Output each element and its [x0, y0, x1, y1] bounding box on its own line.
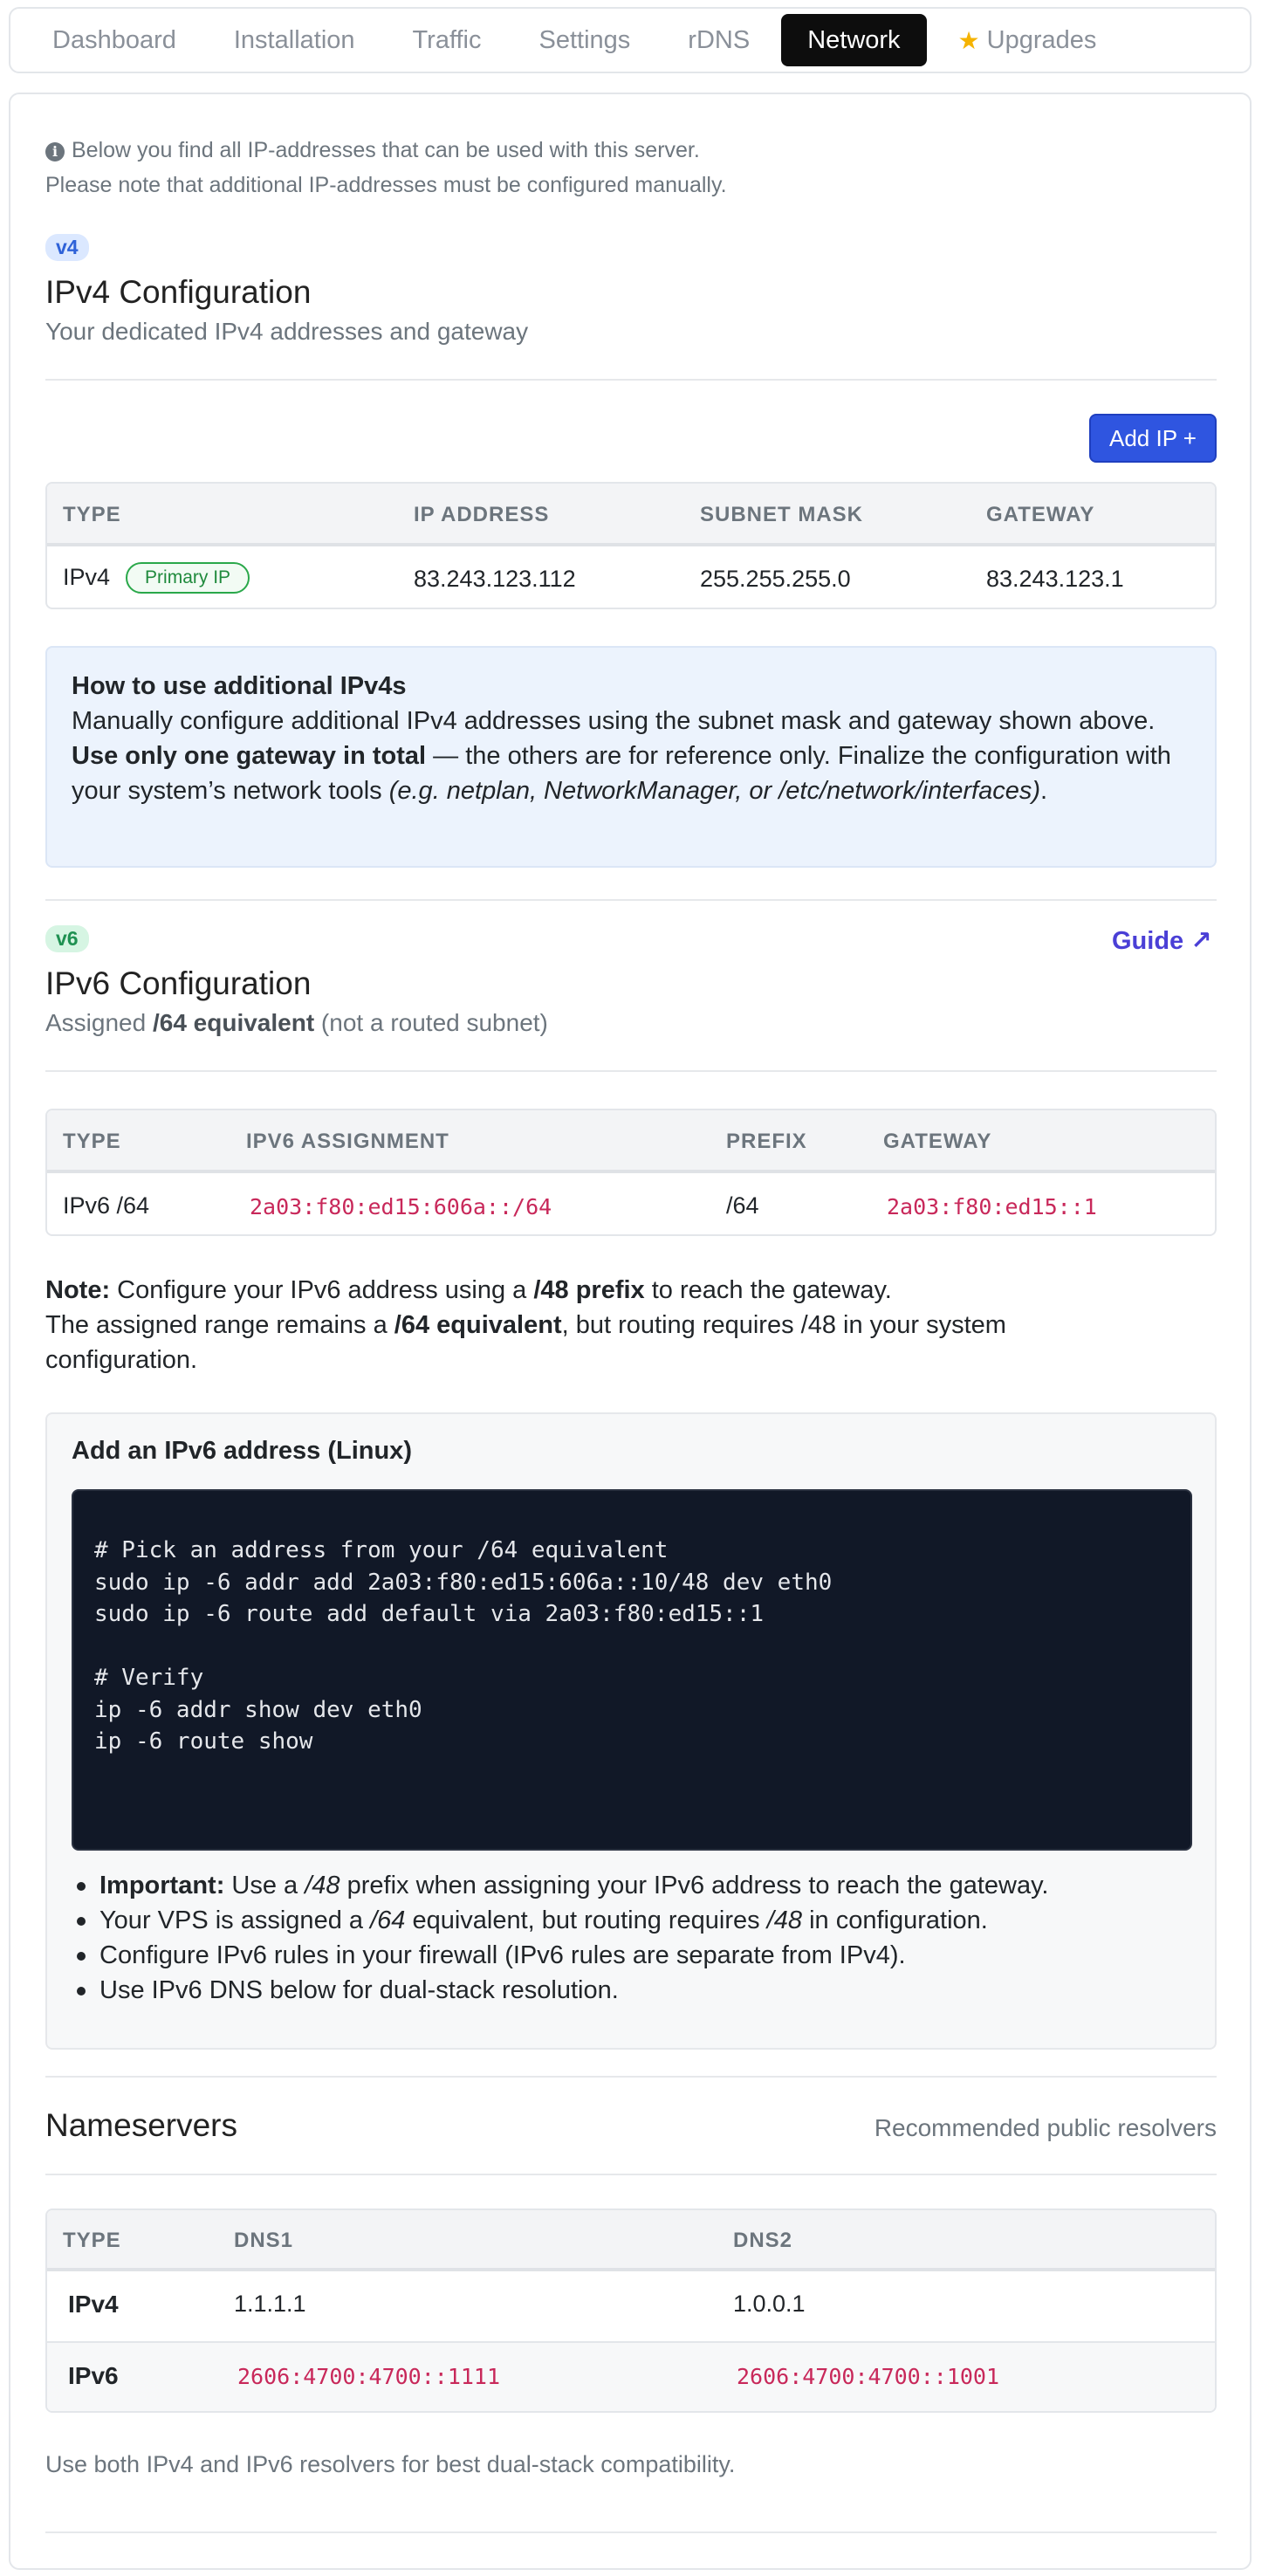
- tip-2-italic-1: /64: [370, 1906, 406, 1934]
- divider: [45, 899, 1217, 901]
- col-type: TYPE: [63, 503, 121, 526]
- col-gateway: GATEWAY: [883, 1130, 992, 1153]
- help-text-bold: Use only one gateway in total: [72, 742, 427, 770]
- intro-line-2: Please note that additional IP-addresses must be configured manually.: [45, 173, 727, 197]
- ipv6-title: IPv6 Configuration: [45, 965, 312, 1001]
- note-text-1: Configure your IPv6 address using a: [110, 1276, 534, 1304]
- tab-settings[interactable]: Settings: [538, 25, 631, 54]
- tab-upgrades-label: Upgrades: [986, 25, 1097, 54]
- divider: [45, 379, 1217, 381]
- divider: [45, 2174, 1217, 2175]
- table-row: [63, 562, 250, 594]
- ipv4-help-text: [72, 704, 1190, 808]
- ns-ipv6-type: IPv6: [68, 2362, 119, 2389]
- ipv6-subtitle-pre: Assigned: [45, 1009, 153, 1036]
- ipv6-note: [45, 1273, 1217, 1377]
- note-text-2: to reach the gateway.: [644, 1276, 892, 1304]
- intro-line-1: Below you find all IP-addresses that can be used with this server.: [72, 138, 700, 162]
- tab-upgrades[interactable]: [932, 14, 1123, 66]
- ipv4-help-box: [45, 646, 1217, 868]
- info-icon: i: [45, 142, 65, 161]
- col-type: TYPE: [63, 2229, 121, 2252]
- tip-important-label: Important:: [99, 1872, 225, 1899]
- col-ipv6-assignment: IPV6 ASSIGNMENT: [246, 1130, 449, 1153]
- col-dns2: DNS2: [733, 2229, 793, 2252]
- ipv4-header: [45, 234, 1217, 261]
- nameservers-table-header: [47, 2210, 1215, 2271]
- tip-1-italic: /48: [305, 1872, 340, 1899]
- star-icon: ★: [957, 26, 980, 54]
- nameservers-subtitle: Recommended public resolvers: [874, 2114, 1217, 2141]
- tab-network[interactable]: Network: [781, 14, 926, 66]
- ns-ipv6-dns1: 2606:4700:4700::1111: [237, 2364, 501, 2389]
- ipv6-subtitle: [45, 1009, 1217, 1037]
- tip-2-text-2: equivalent, but routing requires: [405, 1906, 767, 1934]
- ipv4-address: 83.243.123.112: [414, 566, 576, 592]
- tab-installation[interactable]: Installation: [233, 25, 355, 54]
- note-text-3: The assigned range remains a: [45, 1311, 394, 1339]
- divider: [45, 1070, 1217, 1072]
- note-text-4: , but routing requires /48 in your system configuration.: [45, 1311, 1006, 1374]
- ns-ipv6-dns2: 2606:4700:4700::1001: [737, 2364, 1000, 2389]
- linux-instructions-box: [45, 1412, 1217, 2050]
- network-card: [9, 93, 1252, 2570]
- help-text-2: — the others are for reference only. Finalize the configuration with your system’s network tools: [72, 742, 1171, 805]
- ns-ipv4-dns2: 1.0.0.1: [733, 2291, 806, 2317]
- nameservers-table: [45, 2208, 1217, 2413]
- tab-traffic[interactable]: Traffic: [412, 25, 482, 54]
- tab-dashboard[interactable]: Dashboard: [52, 25, 176, 54]
- col-subnet-mask: SUBNET MASK: [700, 503, 864, 526]
- list-item: Configure IPv6 rules in your firewall (IPv6 rules are separate from IPv4).: [75, 1938, 1049, 1973]
- ipv6-subtitle-bold: /64 equivalent: [152, 1009, 315, 1036]
- tip-2-text-3: in configuration.: [802, 1906, 988, 1934]
- list-item: [75, 1868, 1049, 1903]
- ipv4-title: IPv4 Configuration: [45, 274, 312, 310]
- tip-1-text-1: Use a: [224, 1872, 305, 1899]
- ipv6-table-header: [47, 1110, 1215, 1173]
- divider: [45, 2531, 1217, 2533]
- tip-2-italic-2: /48: [766, 1906, 803, 1934]
- code-block[interactable]: # Pick an address from your /64 equivalent sudo ip -6 addr add 2a03:f80:ed15:606a::10/48 dev eth0 sudo ip -6 route add default via 2a03:f80:ed15::1 # Verify ip -6 addr show dev eth0 ip -6 route show: [72, 1489, 1192, 1851]
- tab-rdns[interactable]: rDNS: [688, 25, 751, 54]
- col-dns1: DNS1: [234, 2229, 294, 2252]
- ipv4-subnet-mask: 255.255.255.0: [700, 566, 851, 592]
- divider: [45, 2076, 1217, 2078]
- ipv4-type: IPv4: [63, 564, 111, 590]
- help-text-italic: (e.g. netplan, NetworkManager, or /etc/network/interfaces): [388, 777, 1041, 805]
- ipv4-help-heading: How to use additional IPv4s: [72, 672, 407, 700]
- ns-ipv4-dns1: 1.1.1.1: [234, 2291, 306, 2317]
- intro-text: [45, 133, 1217, 203]
- note-bold-1: /48 prefix: [533, 1276, 645, 1304]
- note-bold-2: /64 equivalent: [394, 1311, 562, 1339]
- col-gateway: GATEWAY: [986, 503, 1095, 526]
- ipv4-table-header: [47, 484, 1215, 546]
- add-ip-button[interactable]: Add IP +: [1089, 414, 1217, 463]
- ipv4-subtitle: Your dedicated IPv4 addresses and gateway: [45, 318, 529, 345]
- ipv6-badge: v6: [45, 925, 89, 952]
- primary-ip-badge: Primary IP: [126, 562, 250, 594]
- tip-1-text-2: prefix when assigning your IPv6 address to reach the gateway.: [340, 1872, 1049, 1899]
- list-item: Use IPv6 DNS below for dual-stack resolution.: [75, 1973, 1049, 2008]
- ipv6-type: IPv6 /64: [63, 1192, 150, 1219]
- ipv6-header: [45, 925, 1217, 952]
- nameservers-title: Nameservers: [45, 2107, 237, 2143]
- ipv4-gateway: 83.243.123.1: [986, 566, 1124, 592]
- linux-box-title: Add an IPv6 address (Linux): [72, 1437, 412, 1465]
- ipv6-prefix: /64: [726, 1192, 759, 1219]
- ipv6-gateway: 2a03:f80:ed15::1: [887, 1194, 1097, 1219]
- note-label: Note:: [45, 1276, 111, 1304]
- tip-2-text-1: Your VPS is assigned a: [99, 1906, 371, 1934]
- ipv6-table: [45, 1109, 1217, 1236]
- ipv4-badge: v4: [45, 234, 89, 261]
- help-text-1: Manually configure additional IPv4 addresses using the subnet mask and gateway shown above.: [72, 707, 1156, 735]
- top-nav: [9, 7, 1252, 73]
- ipv6-assignment: 2a03:f80:ed15:606a::/64: [250, 1194, 552, 1219]
- table-row: [47, 2343, 1215, 2413]
- list-item: [75, 1903, 1049, 1938]
- guide-link[interactable]: Guide ↗: [1112, 927, 1212, 955]
- nameservers-footer-note: Use both IPv4 and IPv6 resolvers for best dual-stack compatibility.: [45, 2451, 736, 2477]
- help-text-3: .: [1040, 777, 1048, 805]
- ipv4-table: [45, 482, 1217, 609]
- ns-ipv4-type: IPv4: [68, 2291, 119, 2318]
- col-type: TYPE: [63, 1130, 121, 1153]
- ipv6-subtitle-post: (not a routed subnet): [314, 1009, 548, 1036]
- col-ip-address: IP ADDRESS: [414, 503, 550, 526]
- col-prefix: PREFIX: [726, 1130, 807, 1153]
- tips-list: [75, 1868, 1049, 2008]
